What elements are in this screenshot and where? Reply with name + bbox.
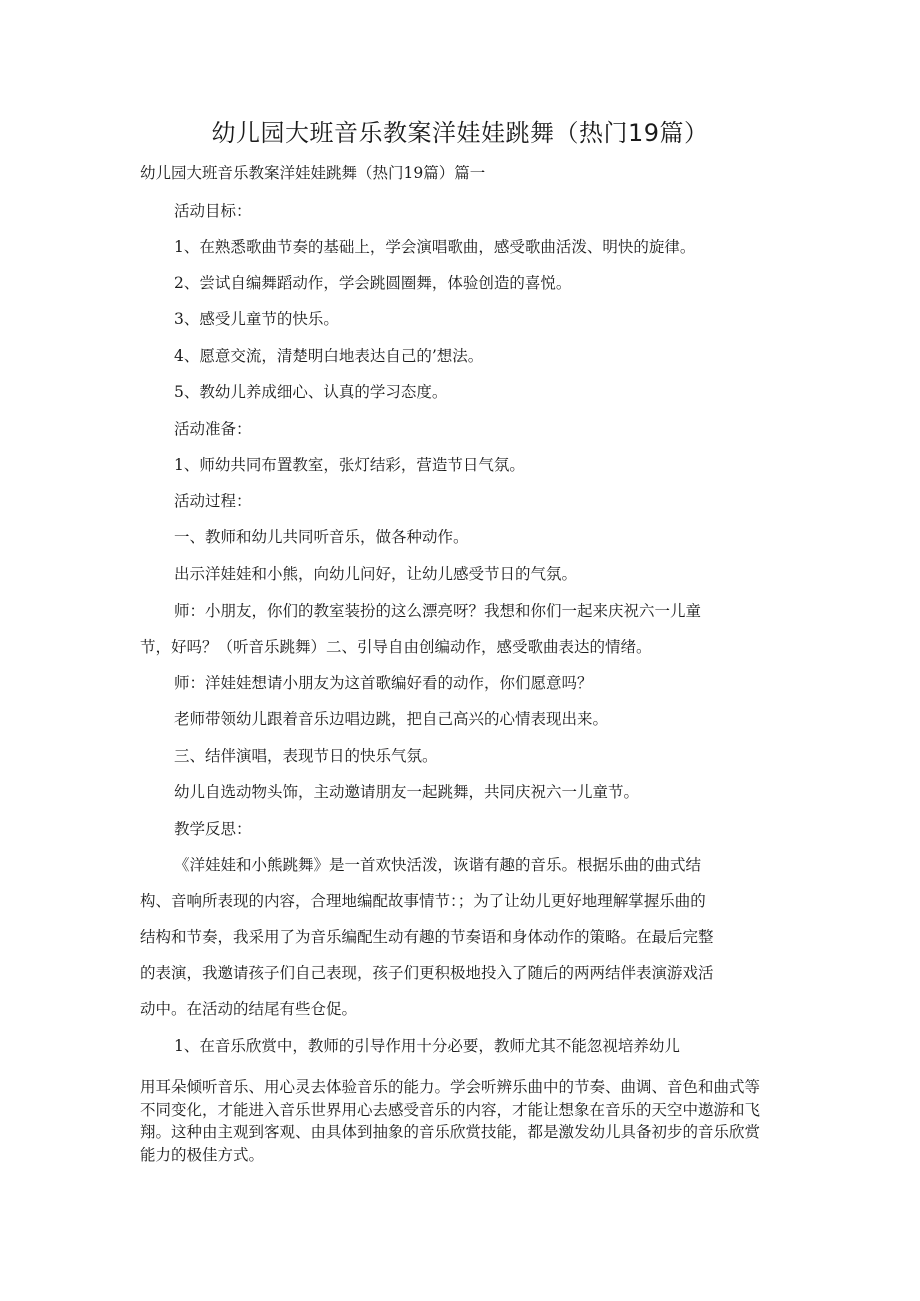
paragraph: 3、感受儿童节的快乐。 bbox=[174, 310, 339, 328]
paragraph: 节，好吗？（听音乐跳舞）二、引导自由创编动作，感受歌曲表达的情绪。 bbox=[140, 638, 652, 656]
paragraph: 一、教师和幼儿共同听音乐，做各种动作。 bbox=[174, 528, 469, 546]
paragraph: 1、在熟悉歌曲节奏的基础上，学会演唱歌曲，感受歌曲活泼、明快的旋律。 bbox=[174, 238, 696, 256]
paragraph: 5、教幼儿养成细心、认真的学习态度。 bbox=[174, 383, 448, 401]
paragraph: 三、结伴演唱，表现节日的快乐气氛。 bbox=[174, 747, 438, 765]
paragraph: 出示洋娃娃和小熊，向幼儿问好，让幼儿感受节日的气氛。 bbox=[174, 565, 578, 583]
paragraph: 《洋娃娃和小熊跳舞》是一首欢快活泼，诙谐有趣的音乐。根据乐曲的曲式结 bbox=[174, 856, 702, 874]
paragraph: 1、师幼共同布置教室，张灯结彩，营造节日气氛。 bbox=[174, 456, 525, 474]
paragraph: 1、在音乐欣赏中，教师的引导作用十分必要，教师尤其不能忽视培养幼儿 bbox=[174, 1037, 680, 1055]
document-title: 幼儿园大班音乐教案洋娃娃跳舞（热门19篇） bbox=[211, 119, 709, 147]
paragraph: 活动准备： bbox=[174, 420, 252, 438]
paragraph: 师：小朋友，你们的教室装扮的这么漂亮呀？我想和你们一起来庆祝六一儿童 bbox=[174, 602, 702, 620]
paragraph: 活动过程： bbox=[174, 492, 252, 510]
paragraph: 活动目标： bbox=[174, 202, 252, 220]
section-heading: 幼儿园大班音乐教案洋娃娃跳舞（热门19篇）篇一 bbox=[140, 164, 486, 182]
paragraph: 结构和节奏，我采用了为音乐编配生动有趣的节奏语和身体动作的策略。在最后完整 bbox=[140, 928, 714, 946]
paragraph: 老师带领幼儿跟着音乐边唱边跳，把自己高兴的心情表现出来。 bbox=[174, 710, 609, 728]
paragraph: 构、音响所表现的内容，合理地编配故事情节：；为了让幼儿更好地理解掌握乐曲的 bbox=[140, 892, 706, 910]
paragraph: 的表演，我邀请孩子们自己表现，孩子们更积极地投入了随后的两两结伴表演游戏活 bbox=[140, 964, 714, 982]
paragraph: 教学反思： bbox=[174, 820, 252, 838]
paragraph: 2、尝试自编舞蹈动作，学会跳圆圈舞，体验创造的喜悦。 bbox=[174, 274, 572, 292]
paragraph: 用耳朵倾听音乐、用心灵去体验音乐的能力。学会听辨乐曲中的节奏、曲调、音色和曲式等不同变化，才能进入音乐世界用心去感受音乐的内容，才能让想象在音乐的天空中遨游和飞翔。这种由主观到客观、由具体到抽象的音乐欣赏技能，都是激发幼儿具备初步的音乐欣赏能力的极佳方式。 bbox=[140, 1078, 761, 1164]
paragraph: 4、愿意交流，清楚明白地表达自己的’想法。 bbox=[174, 347, 484, 365]
paragraph: 幼儿自选动物头饰，主动邀请朋友一起跳舞，共同庆祝六一儿童节。 bbox=[174, 783, 640, 801]
paragraph: 师：洋娃娃想请小朋友为这首歌编好看的动作，你们愿意吗？ bbox=[174, 674, 593, 692]
paragraph: 动中。在活动的结尾有些仓促。 bbox=[140, 1000, 358, 1018]
